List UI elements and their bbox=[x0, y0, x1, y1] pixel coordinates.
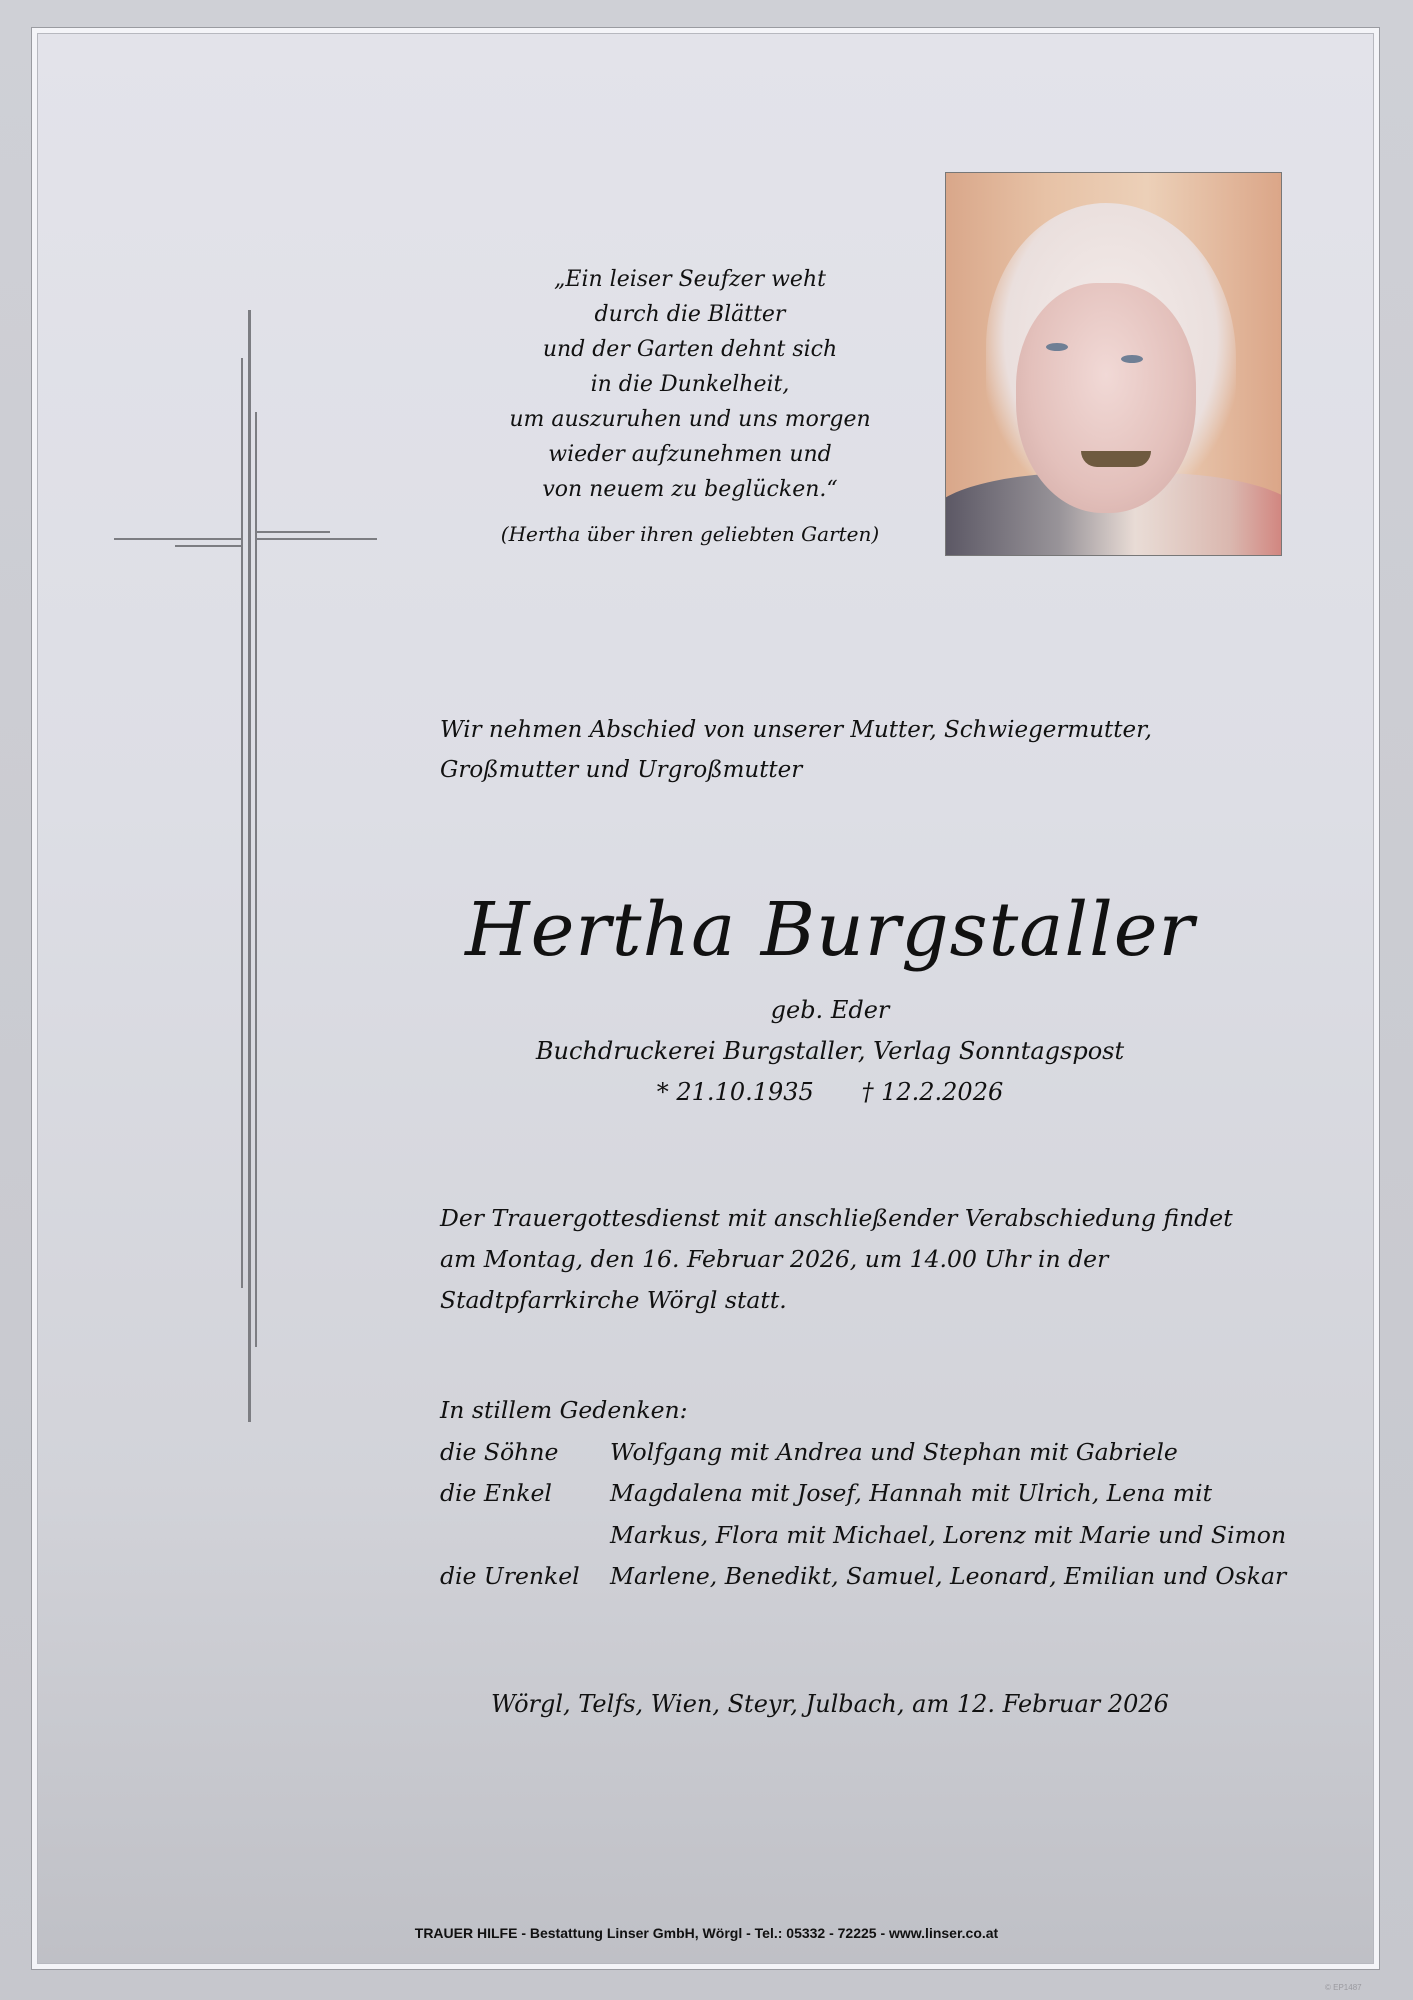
funeral-service-info bbox=[440, 1198, 1260, 1321]
quote-line: in die Dunkelheit, bbox=[590, 372, 790, 397]
relation-label: die Söhne bbox=[440, 1437, 559, 1466]
deceased-name: Hertha Burgstaller bbox=[465, 887, 1195, 973]
portrait-mouth bbox=[1081, 451, 1151, 467]
mourners-list bbox=[440, 1390, 1320, 1598]
quote-attribution: (Hertha über ihren geliebten Garten) bbox=[500, 522, 880, 546]
portrait-eye bbox=[1121, 355, 1143, 363]
service-line: Der Trauergottesdienst mit anschließender Verabschiedung findet bbox=[440, 1204, 1233, 1232]
birth-date: * 21.10.1935 bbox=[656, 1078, 814, 1106]
relation-label bbox=[440, 1515, 610, 1557]
mourner-row bbox=[440, 1473, 1320, 1515]
affiliation: Buchdruckerei Burgstaller, Verlag Sonntagspost bbox=[535, 1037, 1125, 1065]
deceased-details bbox=[430, 990, 1230, 1113]
mourner-names: Markus, Flora mit Michael, Lorenz mit Marie und Simon bbox=[610, 1520, 1287, 1549]
intro-line: Großmutter und Urgroßmutter bbox=[440, 757, 803, 783]
relation-label: die Enkel bbox=[440, 1479, 552, 1507]
life-dates bbox=[430, 1072, 1230, 1113]
quote-line: und der Garten dehnt sich bbox=[542, 337, 838, 362]
relation-label: die Urenkel bbox=[440, 1562, 580, 1590]
quote-line: um auszuruhen und uns morgen bbox=[509, 407, 871, 432]
quote-line: durch die Blätter bbox=[594, 302, 786, 327]
quote-line: wieder aufzunehmen und bbox=[548, 442, 832, 467]
intro-line: Wir nehmen Abschied von unserer Mutter, Schwiegermutter, bbox=[440, 717, 1152, 743]
mourners-heading: In stillem Gedenken: bbox=[440, 1396, 688, 1424]
service-line: am Montag, den 16. Februar 2026, um 14.00 Uhr in der bbox=[440, 1245, 1109, 1273]
death-date: † 12.2.2026 bbox=[861, 1078, 1004, 1106]
mourner-row bbox=[440, 1432, 1320, 1474]
template-code: © EP1487 bbox=[1325, 1983, 1362, 1992]
mourner-row bbox=[440, 1515, 1320, 1557]
portrait-face bbox=[1016, 283, 1196, 513]
quote-line: „Ein leiser Seufzer weht bbox=[554, 267, 826, 292]
memorial-quote bbox=[440, 262, 940, 507]
maiden-name: geb. Eder bbox=[770, 996, 890, 1024]
farewell-intro bbox=[440, 710, 1240, 790]
service-line: Stadtpfarrkirche Wörgl statt. bbox=[440, 1286, 787, 1314]
quote-line: von neuem zu beglücken.“ bbox=[542, 477, 838, 502]
place-and-date: Wörgl, Telfs, Wien, Steyr, Julbach, am 12. Februar 2026 bbox=[491, 1690, 1169, 1718]
mourner-names: Magdalena mit Josef, Hannah mit Ulrich, Lena mit bbox=[610, 1479, 1213, 1507]
portrait-eye bbox=[1046, 343, 1068, 351]
mourner-row bbox=[440, 1556, 1320, 1598]
mourner-names: Marlene, Benedikt, Samuel, Leonard, Emilian und Oskar bbox=[610, 1562, 1287, 1590]
mourner-names: Wolfgang mit Andrea und Stephan mit Gabriele bbox=[610, 1437, 1178, 1466]
funeral-home-footer: TRAUER HILFE - Bestattung Linser GmbH, Wörgl - Tel.: 05332 - 72225 - www.linser.co.at bbox=[414, 1925, 999, 1941]
portrait-photo bbox=[945, 172, 1282, 556]
